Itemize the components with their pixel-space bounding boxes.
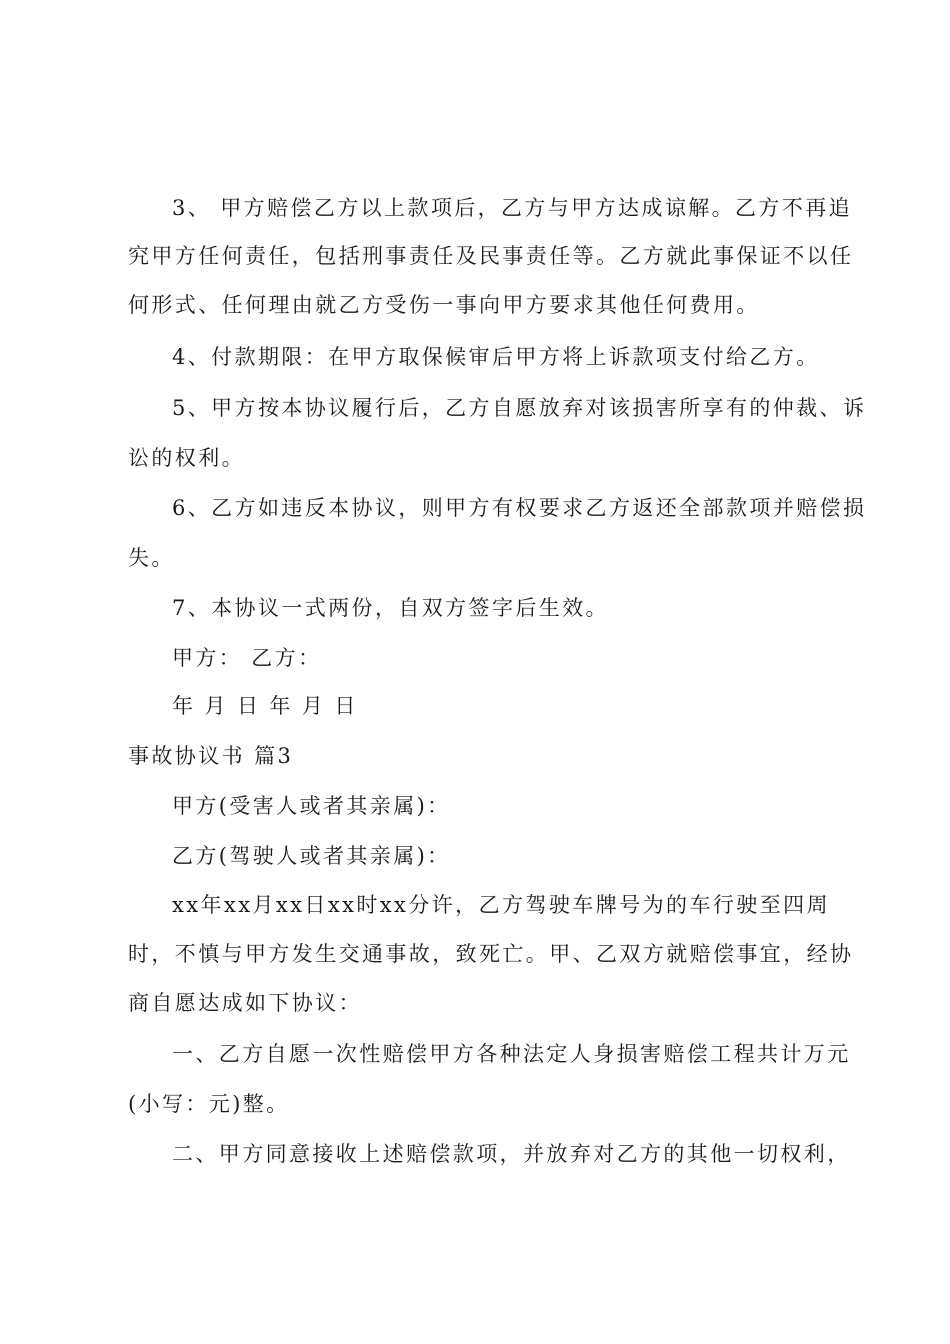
incident-line-2: 时，不慎与甲方发生交通事故，致死亡。甲、乙双方就赔偿事宜，经协: [128, 942, 854, 966]
clause-3-line-3: 何形式、任何理由就乙方受伤一事向甲方要求其他任何费用。: [128, 293, 760, 317]
clause-3-line-1: 3、 甲方赔偿乙方以上款项后，乙方与甲方达成谅解。乙方不再追: [172, 196, 853, 220]
article-1-line-1: 一、乙方自愿一次性赔偿甲方各种法定人身损害赔偿工程共计万元: [172, 1042, 851, 1066]
clause-3-line-2: 究甲方任何责任，包括刑事责任及民事责任等。乙方就此事保证不以任: [128, 244, 854, 268]
clause-4-line-1: 4、付款期限：在甲方取保候审后甲方将上诉款项支付给乙方。: [172, 345, 820, 369]
clause-6-line-2: 失。: [128, 546, 175, 570]
clause-5-line-2: 讼的权利。: [128, 446, 245, 470]
party-b-label: 乙方(驾驶人或者其亲属)：: [172, 844, 451, 868]
signature-dates: 年 月 日 年 月 日: [172, 694, 358, 718]
article-2-line-1: 二、甲方同意接收上述赔偿款项，并放弃对乙方的其他一切权利，: [172, 1142, 851, 1166]
article-1-line-2: (小写：元)整。: [128, 1092, 290, 1116]
incident-line-3: 商自愿达成如下协议：: [128, 991, 362, 1015]
incident-line-1: xx年xx月xx日xx时xx分许，乙方驾驶车牌号为的车行驶至四周: [172, 893, 830, 917]
clause-6-line-1: 6、乙方如违反本协议，则甲方有权要求乙方返还全部款项并赔偿损: [172, 496, 867, 520]
section-title: 事故协议书 篇3: [128, 744, 294, 768]
party-a-label: 甲方(受害人或者其亲属)：: [172, 794, 451, 818]
signature-parties: 甲方： 乙方：: [172, 646, 322, 670]
clause-5-line-1: 5、甲方按本协议履行后，乙方自愿放弃对该损害所享有的仲裁、诉: [172, 396, 867, 420]
clause-7-line-1: 7、本协议一式两份，自双方签字后生效。: [172, 596, 609, 620]
